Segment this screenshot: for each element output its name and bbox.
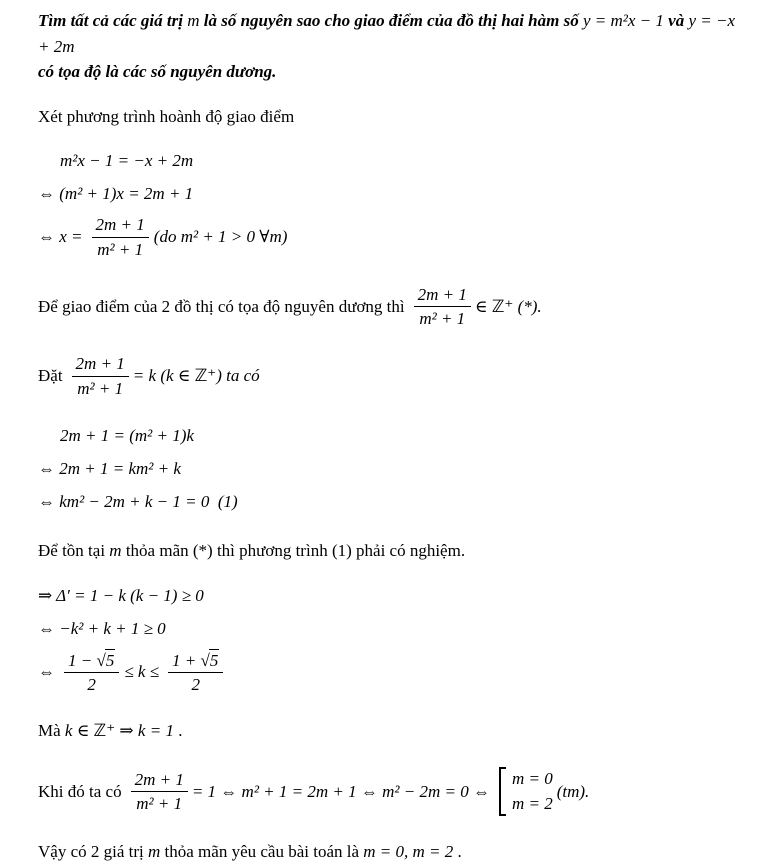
conclusion-paragraph [38, 840, 740, 864]
solve-m-math: = 1 ⇔ m² + 1 = 2m + 1 ⇔ m² − 2m = 0 ⇔ [191, 781, 490, 801]
substitution-paragraph [38, 353, 740, 399]
equation-1-2 [38, 181, 740, 207]
equation-1-1 [60, 148, 740, 174]
k-value-period: . [178, 721, 183, 741]
equation-2-3 [38, 489, 740, 515]
substitution-text-1: Đặt [38, 366, 63, 386]
equation-block-2 [38, 423, 740, 515]
conclusion-text-2: thỏa mãn yêu cầu bài toán là [164, 842, 360, 862]
k-value-math: k ∈ ℤ⁺ ⇒ k = 1 [64, 721, 174, 741]
problem-statement-line-2: có tọa độ là các số nguyên dương. [38, 62, 277, 81]
cases-rows [512, 767, 553, 816]
equation-1-3-tail: (do m² + 1 > 0 ∀m) [153, 227, 288, 247]
equation-block-1 [38, 148, 740, 260]
existence-text-1: Để tồn tại [38, 540, 106, 560]
conclusion-period: . [457, 842, 462, 862]
equation-2-1-text: 2m + 1 = (m² + 1)k [60, 425, 194, 445]
fraction-numerator [168, 649, 223, 673]
numerator-text: 1 − [68, 650, 97, 670]
equation-1-3-lead: ⇔ x = [38, 227, 83, 247]
fraction-denominator: m² + 1 [97, 239, 144, 259]
equation-3-1-text: ⇒ Δ′ = 1 − k (k − 1) ≥ 0 [38, 585, 204, 605]
equation-3-3-middle: ≤ k ≤ [124, 661, 160, 681]
problem-text-2: là số nguyên sao cho giao điểm của đồ thị hai hàm số [203, 11, 579, 30]
conclusion-text-1: Vậy có 2 giá trị [38, 842, 144, 862]
variable-m: m [148, 842, 161, 862]
left-bracket [499, 767, 506, 816]
equation-3-1 [38, 583, 740, 609]
conclusion-math: m = 0, m = 2 [363, 842, 454, 862]
equation-2-2 [38, 456, 740, 482]
substitution-text-2: = k (k ∈ ℤ⁺) ta có [132, 366, 260, 386]
problem-text-1: Tìm tất cả các giá trị [38, 11, 183, 30]
equation-1-3 [38, 214, 740, 260]
fraction-upper-bound [168, 649, 223, 696]
equation-1-2-text: ⇔ (m² + 1)x = 2m + 1 [38, 184, 194, 204]
fraction-numerator: 2m + 1 [414, 284, 471, 307]
fraction-denominator: m² + 1 [77, 378, 124, 398]
solve-m-tm: (tm). [556, 781, 590, 801]
fraction-numerator: 2m + 1 [92, 214, 149, 237]
equation-3-3-lead: ⇔ [38, 661, 55, 681]
sqrt-sign: √ [200, 650, 210, 670]
fraction [72, 353, 129, 399]
solve-m-text-1: Khi đó ta có [38, 781, 122, 801]
solution-cases [499, 767, 553, 816]
intro-paragraph: Xét phương trình hoành độ giao điểm [38, 106, 295, 126]
sqrt-argument: 5 [105, 650, 115, 670]
equation-3-2-text: ⇔ −k² + k + 1 ≥ 0 [38, 618, 166, 638]
fraction-denominator: 2 [191, 674, 200, 694]
fraction-denominator: m² + 1 [419, 309, 466, 329]
equation-3-2 [38, 616, 740, 642]
fraction [414, 284, 471, 330]
fraction-numerator: 2m + 1 [131, 769, 188, 792]
equation-block-3 [38, 583, 740, 696]
fraction-denominator: 2 [87, 674, 96, 694]
fraction [131, 769, 188, 815]
k-value-text-1: Mà [38, 721, 61, 741]
equation-2-2-text: ⇔ 2m + 1 = km² + k [38, 458, 181, 478]
fraction [92, 214, 149, 260]
sqrt-argument: 5 [209, 650, 219, 670]
function-1: y = m²x − 1 [582, 11, 664, 30]
problem-statement [38, 8, 740, 85]
k-value-paragraph [38, 719, 740, 743]
equation-2-1 [60, 423, 740, 449]
problem-text-3: và [668, 11, 685, 30]
condition-text-2: ∈ ℤ⁺ (*). [474, 296, 542, 316]
equation-2-3-text: ⇔ km² − 2m + k − 1 = 0 (1) [38, 491, 238, 511]
variable-m: m [109, 540, 122, 560]
solve-m-paragraph [38, 767, 740, 816]
fraction-numerator [64, 649, 119, 673]
equation-1-1-text: m²x − 1 = −x + 2m [60, 151, 194, 171]
case-m-2: m = 2 [511, 793, 553, 813]
function-2: y = −x + 2m [38, 11, 735, 56]
numerator-text: 1 + [172, 650, 201, 670]
existence-text-2: thỏa mãn (*) thì phương trình (1) phải có nghiệm. [125, 540, 466, 560]
equation-3-3 [38, 649, 740, 696]
condition-paragraph [38, 284, 740, 330]
condition-text-1: Để giao điểm của 2 đồ thị có tọa độ nguyên dương thì [38, 296, 405, 316]
case-m-0: m = 0 [511, 768, 553, 788]
variable-m: m [187, 11, 200, 30]
existence-paragraph [38, 539, 740, 563]
fraction-numerator: 2m + 1 [72, 353, 129, 376]
fraction-denominator: m² + 1 [136, 794, 183, 814]
sqrt-sign: √ [96, 650, 106, 670]
fraction-lower-bound [64, 649, 119, 696]
